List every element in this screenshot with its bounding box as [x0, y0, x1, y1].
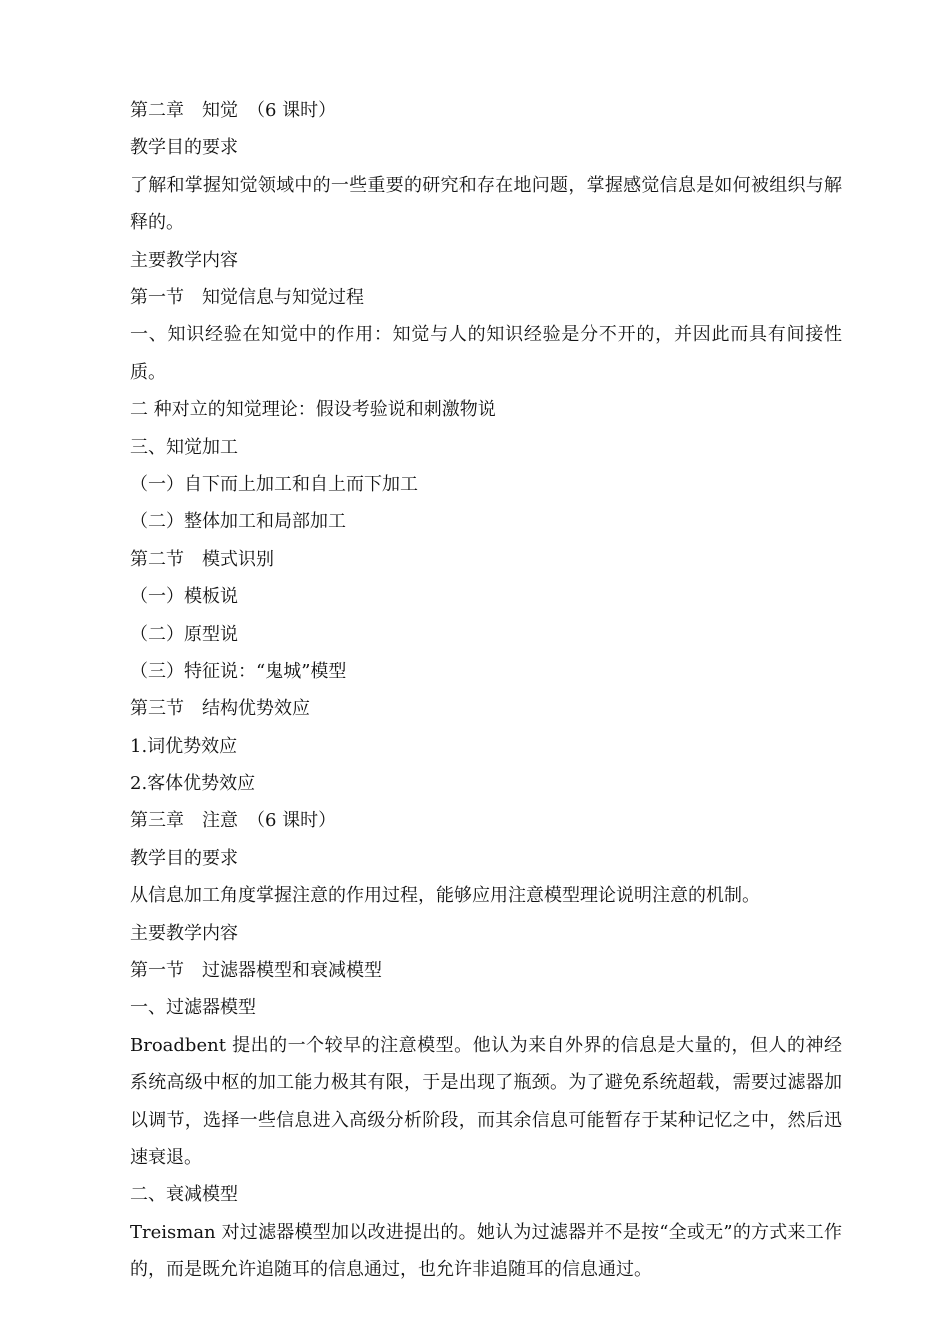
paragraph: Treisman 对过滤器模型加以改进提出的。她认为过滤器并不是按“全或无”的方式来工作的，而是既允许追随耳的信息通过，也允许非追随耳的信息通过。: [130, 1221, 842, 1281]
chapter-heading: 第二章 知觉 （6 课时）: [130, 100, 337, 121]
section-heading: 第一节 知觉信息与知觉过程: [130, 286, 364, 308]
paragraph: 从信息加工角度掌握注意的作用过程，能够应用注意模型理论说明注意的机制。: [130, 885, 760, 907]
section-label: 教学目的要求: [130, 137, 238, 159]
list-item: 一、过滤器模型: [130, 997, 256, 1019]
paragraph: 一、知识经验在知觉中的作用：知觉与人的知识经验是分不开的，并因此而具有间接性质。: [130, 324, 842, 383]
list-item: 2.客体优势效应: [130, 773, 256, 795]
section-heading: 第一节 过滤器模型和衰减模型: [130, 960, 382, 982]
section-label: 主要教学内容: [130, 922, 238, 944]
list-item: （三）特征说：“鬼城”模型: [130, 660, 347, 682]
list-item: （一）自下而上加工和自上而下加工: [130, 473, 418, 495]
chapter-heading: 第三章 注意 （6 课时）: [130, 810, 337, 832]
paragraph: Broadbent 提出的一个较早的注意模型。他认为来自外界的信息是大量的，但人的神经系统高级中枢的加工能力极其有限，于是出现了瓶颈。为了避免系统超载，需要过滤器加以调节，选择一些信息进入高级分析阶段，而其余信息可能暂存于某种记忆之中，然后迅速衰退。: [130, 1034, 842, 1169]
list-item: 三、知觉加工: [130, 436, 238, 458]
list-item: （二）原型说: [130, 623, 238, 645]
list-item: 1.词优势效应: [130, 735, 238, 757]
list-item: （二）整体加工和局部加工: [130, 511, 346, 533]
section-heading: 第三节 结构优势效应: [130, 698, 310, 720]
section-label: 教学目的要求: [130, 847, 238, 869]
list-item: 二 种对立的知觉理论：假设考验说和刺激物说: [130, 399, 496, 421]
list-item: （一）模板说: [130, 586, 238, 608]
paragraph: 了解和掌握知觉领域中的一些重要的研究和存在地问题，掌握感觉信息是如何被组织与解释的。: [130, 174, 842, 234]
list-item: 二、衰减模型: [130, 1184, 238, 1206]
section-heading: 第二节 模式识别: [130, 548, 274, 570]
section-label: 主要教学内容: [130, 249, 238, 271]
document-page: [130, 92, 842, 1289]
